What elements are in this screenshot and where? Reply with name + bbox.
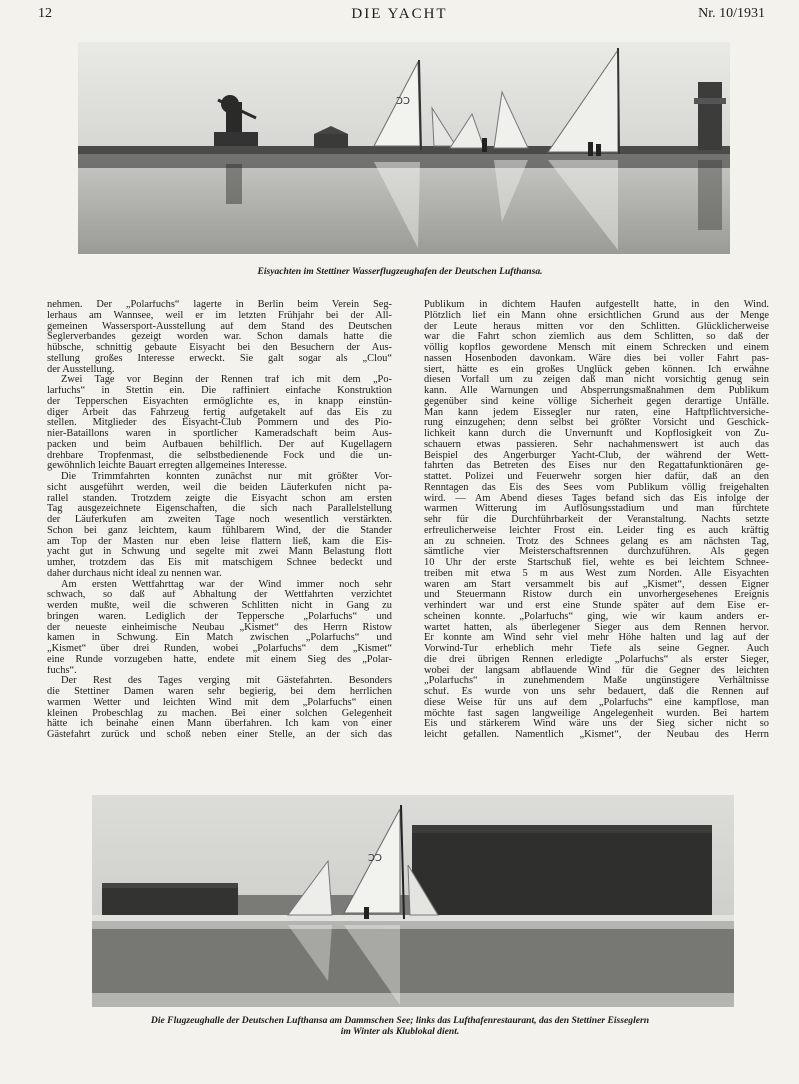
text-line: treiben mit etwa 5 m aus West zum Norden. Alle Eisyachten	[424, 568, 769, 579]
text-line: sämtliche vier Meisterschaftsrennen durchzuführen. Als gegen	[424, 547, 769, 558]
text-line: eine Runde vorzugeben hatte, endete mit einem Sieg des „Polar-	[47, 654, 392, 665]
text-line: die drei übrigen Rennen erledigte „Polarfuchs“ als erster Sieger,	[424, 654, 769, 665]
text-line: fahrten das Betreten des Eises nur den Regattafunktionären ge-	[424, 461, 769, 472]
text-line: kamen in Schwung. Ein Match zwischen „Polarfuchs“ und	[47, 633, 392, 644]
text-line: die Stettiner Damen waren sehr begierig, bei dem herrlichen	[47, 687, 392, 697]
photo-hangar-dammscher-see	[92, 795, 734, 1007]
text-line: schauern etwas passieren. Sehr nachahmenswert ist auch das	[424, 439, 769, 450]
text-line: werden mußte, weil die schweren Schlitten nicht in Gang zu	[47, 601, 392, 611]
text-line: „Polarfuchs“ in zunehmendem Maße ungünstigere Verhältnisse	[424, 676, 769, 687]
text-line: lichkeit kann durch die Unvernunft und Kopflosigkeit von Zu-	[424, 429, 769, 439]
text-line: der Leute heraus mitten vor den Schlitten. Glücklicherweise	[424, 321, 769, 332]
text-line: Vorwind-Tur erheblich mehr Tiefe als seine Gegner. Auch	[424, 644, 769, 654]
text-line: umher, trotzdem das Eis mit matschigem Schnee bedeckt und	[47, 558, 392, 568]
text-line: Renntagen das Eis des Sees vom Publikum völlig freigehalten	[424, 482, 769, 493]
text-line: gegenüber sind keine völlige Sicherheit gegen derartige Unfälle.	[424, 396, 769, 407]
text-line: Seglerverbandes gezeigt worden war. Schon damals hatte die	[47, 332, 392, 343]
text-line: warmen Witterung im Auflösungsstadium und man fürchtete	[424, 504, 769, 515]
text-line: am Top der Masten nur eben leise flattern ließ, kam die Eis-	[47, 536, 392, 547]
caption-bottom	[40, 1015, 760, 1037]
text-line: Eis und stärkerem Wind wäre uns der Sieg sicher nicht so	[424, 719, 769, 730]
text-line: völlig kopflos gewordene Mensch mit einem Schrecken und einem	[424, 343, 769, 353]
text-line: leicht gefallen. Namentlich „Kismet“, der Neubau des Herrn	[424, 730, 769, 740]
text-line: der Läuferkufen am zweiten Tage noch wesentlich verstärkten.	[47, 515, 392, 525]
text-line: 10 Uhr der erste Startschuß fiel, wehte es bei leichtem Schnee-	[424, 558, 769, 568]
text-line: gemeinen Wassersport-Ausstellung auf dem Stand des Deutschen	[47, 321, 392, 332]
photo-ice-yachts-harbour	[78, 42, 730, 254]
journal-title: DIE YACHT	[351, 6, 448, 22]
text-line: wobei der langsam abflauende Wind für die Gegner des leichten	[424, 665, 769, 676]
text-line: larfuchs“ in Stettin ein. Die raffiniert einfache Konstruktion	[47, 386, 392, 396]
text-line: Publikum in dichtem Haufen aufgestellt hatte, in den Wind.	[424, 300, 769, 310]
text-line: drehbare Tropfenmast, die selbstbedienende Fock und die un-	[47, 450, 392, 461]
text-line: Er konnte am Wind sehr viel mehr Höhe halten und lag auf der	[424, 633, 769, 644]
text-line: warmen Wetter und leichten Wind mit dem „Polarfuchs“ einen	[47, 697, 392, 708]
text-line: hübsche, schnittig gebaute Eisyacht bei den Besuchern der Aus-	[47, 343, 392, 353]
text-line: erfreulicherweise leichter Frost ein. Leider fing es auch kräftig	[424, 525, 769, 536]
text-line: sicht ausgeführt werden, weil die beiden Läuferkufen nicht pa-	[47, 482, 392, 493]
text-line: gewöhnlich leichte Bauart erregten allgemeines Interesse.	[47, 461, 288, 472]
text-line: lerhaus am Wannsee, weil er im letzten Frühjahr bei der All-	[47, 310, 392, 321]
text-line: kleinen Probeschlag zu machen. Bei einer solchen Gelegenheit	[47, 708, 392, 719]
caption-bottom-line-1: Die Flugzeughalle der Deutschen Lufthansa am Dammschen See; links das Lufthafenrestaurant, das den Stettiner Eisseglern	[150, 1015, 650, 1026]
text-line: Schon bei ganz leichtem, kaum fühlbarem Wind, der die Stander	[47, 525, 392, 536]
text-line: Die Trimmfahrten konnten zunächst nur mit größter Vor-	[61, 472, 392, 482]
text-line: diesen Vorfall um zu zeigen daß man nicht vorsichtig genug sein	[424, 375, 769, 386]
text-line: wird. — Am Abend dieses Tages befand sich das Eis infolge der	[424, 493, 769, 504]
article-column-right	[424, 300, 769, 741]
text-line: Beispiel des Angerburger Yacht-Club, der während der Wett-	[424, 450, 769, 461]
sail-mark-top: ƆƆ	[396, 96, 411, 107]
text-line: diese Weise für uns auf dem „Polarfuchs“ eine kampflose, man	[424, 697, 769, 708]
text-line: Zwei Tage vor Beginn der Rennen traf ich mit dem „Po-	[61, 375, 392, 386]
text-line: Gästefahrt zurück und schoß neben einer Stelle, an der sich das	[47, 730, 392, 740]
text-line: nehmen. Der „Polarfuchs“ lagerte in Berlin beim Verein Seg-	[47, 300, 392, 310]
text-line: möchte fast sagen langweilige Angelegenheit wurden. Bei hartem	[424, 708, 769, 719]
text-line: nier-Bataillons waren in sportlicher Kameradschaft beim Aus-	[47, 429, 392, 439]
text-line: hätte ich beinahe einen Mann überfahren. Ich kam von einer	[47, 719, 392, 730]
text-line: an zu schneien. Trotz des Schnees gelang es am nächsten Tag,	[424, 536, 769, 547]
text-line: schwach, so daß auf Abhaltung der Wettfahrten verzichtet	[47, 590, 392, 601]
text-line: und Steuermann Ristow durch ein unvorhergesehenes Ereignis	[424, 590, 769, 601]
text-line: „Kismet“ über drei Runden, wobei „Polarfuchs“ dem „Kismet“	[47, 644, 392, 654]
article-column-left	[47, 300, 392, 741]
text-line: rung einzugehen; denn selbst bei größter Vorsicht und Geschick-	[424, 418, 769, 429]
page-number: 12	[38, 6, 52, 21]
text-line: bringen waren. Lediglich der Teppersche „Polarfuchs“ und	[47, 611, 392, 622]
page-header	[0, 6, 799, 26]
text-line: daher durchaus nicht ideal zu nennen war.	[47, 568, 222, 579]
text-line: rallel standen. Trotzdem zeigte die Eisyacht schon am ersten	[47, 493, 392, 504]
text-line: kann. Alle Warnungen und Absperrungsmaßnahmen dem Publikum	[424, 386, 769, 396]
text-line: scheinen konnte. „Polarfuchs“ ging, wie wir kaum anders er-	[424, 611, 769, 622]
text-line: wartet hatten, als überlegener Sieger aus dem Rennen hervor.	[424, 622, 769, 633]
text-line: Der Rest des Tages verging mit Gästefahrten. Besonders	[61, 676, 392, 687]
text-line: der Ausstellung.	[47, 364, 115, 375]
text-line: war die Fahrt schon ziemlich aus dem Schlitten, so daß der	[424, 332, 769, 343]
text-line: schuf. Es wurde von uns sehr bedauert, daß die Rennen auf	[424, 687, 769, 697]
text-line: diger Arbeit das Fahrzeug fertig aufgetakelt auf das Eis zu	[47, 407, 392, 418]
text-line: waren am Start versammelt bis auf „Kismet“, dessen Eigner	[424, 579, 769, 590]
text-line: yacht gut in Schwung und segelte mit zwei Mann Belastung flott	[47, 547, 392, 558]
sail-mark-bottom: ƆƆ	[368, 853, 383, 864]
text-line: der neueste einheimische Neubau „Kismet“ des Herrn Ristow	[47, 622, 392, 633]
text-line: verhindert war und erst eine Stunde später auf dem Eise er-	[424, 601, 769, 611]
text-line: sehr für die Durchführbarkeit der Veranstaltung. Nachts setzte	[424, 515, 769, 525]
text-line: fuchs“.	[47, 665, 77, 676]
text-line: stellen. Mitglieder des Eisyacht-Club Pommern und des Pio-	[47, 418, 392, 429]
text-line: Plötzlich lief ein Mann ohne ersichtlichen Grund aus der Menge	[424, 310, 769, 321]
text-line: siert, hätte es ein großes Unglück geben können. Ich erwähne	[424, 364, 769, 375]
text-line: nassen Hosenboden davonkam. Wäre dies bei voller Fahrt pas-	[424, 353, 769, 364]
text-line: stattet. Polizei und Feuerwehr sorgen hier dafür, daß an den	[424, 472, 769, 482]
issue-number: Nr. 10/1931	[698, 6, 765, 21]
text-line: der Tepperschen Eisyachten ermöglichte es, in knapp einstün-	[47, 396, 392, 407]
caption-bottom-line-2: im Winter als Klublokal dient.	[340, 1026, 460, 1037]
caption-top: Eisyachten im Stettiner Wasserflugzeughafen der Deutschen Lufthansa.	[257, 266, 543, 277]
text-line: Am ersten Wettfahrttag war der Wind immer noch sehr	[61, 579, 392, 590]
text-line: Man kann jedem Eissegler nur raten, eine Haftpflichtversiche-	[424, 407, 769, 418]
text-line: Tag ausgezeichnete Eigenschaften, die sich nach Parallelstellung	[47, 504, 392, 515]
text-line: packen und beim Aufbauen behilflich. Der auf Kugellagern	[47, 439, 392, 450]
text-line: stellung großes Interesse erweckt. Sie galt sogar als „Clou“	[47, 353, 392, 364]
